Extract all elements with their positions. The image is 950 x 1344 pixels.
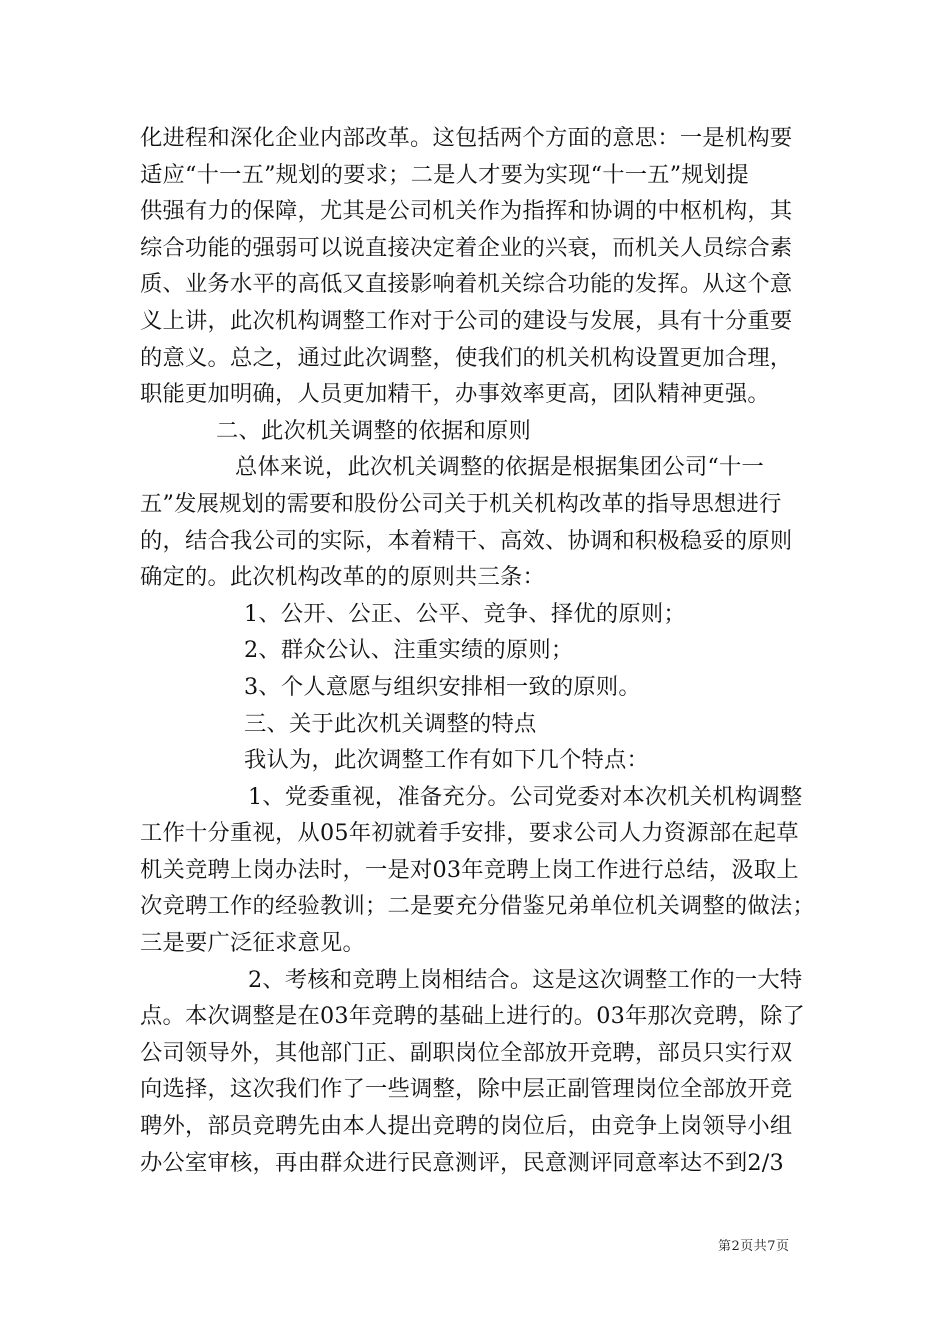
text-line: 向选择，这次我们作了一些调整，除中层正副管理岗位全部放开竞 — [140, 1076, 793, 1103]
text-line: 适应“十一五”规划的要求；二是人才要为实现“十一五”规划提 — [140, 161, 749, 188]
text-line: 公司领导外，其他部门正、副职岗位全部放开竞聘，部员只实行双 — [140, 1039, 793, 1066]
text-line: 次竞聘工作的经验教训；二是要充分借鉴兄弟单位机关调整的做法； — [140, 893, 815, 920]
list-item: 3、个人意愿与组织安排相一致的原则。 — [244, 673, 641, 700]
text-line: 总体来说，此次机关调整的依据是根据集团公司“十一 — [235, 454, 765, 481]
text-line: 三是要广泛征求意见。 — [140, 930, 365, 957]
text-line: 我认为，此次调整工作有如下几个特点： — [244, 747, 649, 774]
text-line: 五”发展规划的需要和股份公司关于机关机构改革的指导思想进行 — [140, 490, 782, 517]
section-heading: 三、关于此次机关调整的特点 — [244, 710, 537, 737]
page-number: 第2页共7页 — [718, 1239, 790, 1254]
text-line: 职能更加明确，人员更加精干，办事效率更高，团队精神更强。 — [140, 381, 770, 408]
text-line: 点。本次调整是在03年竞聘的基础上进行的。03年那次竞聘，除了 — [140, 1003, 805, 1030]
text-line: 的，结合我公司的实际，本着精干、高效、协调和积极稳妥的原则 — [140, 527, 793, 554]
document-body — [140, 120, 830, 1181]
text-line: 聘外，部员竞聘先由本人提出竞聘的岗位后，由竞争上岗领导小组 — [140, 1113, 793, 1140]
text-line: 确定的。此次机构改革的的原则共三条： — [140, 564, 545, 591]
text-line: 工作十分重视，从05年初就着手安排，要求公司人力资源部在起草 — [140, 820, 799, 847]
text-line: 2、考核和竞聘上岗相结合。这是这次调整工作的一大特 — [248, 966, 803, 993]
section-heading: 二、此次机关调整的依据和原则 — [216, 417, 531, 444]
text-line: 综合功能的强弱可以说直接决定着企业的兴衰，而机关人员综合素 — [140, 234, 793, 261]
text-line: 办公室审核，再由群众进行民意测评，民意测评同意率达不到2/3 — [140, 1149, 784, 1176]
text-line: 义上讲，此次机构调整工作对于公司的建设与发展，具有十分重要 — [140, 307, 793, 334]
text-line: 化进程和深化企业内部改革。这包括两个方面的意思：一是机构要 — [140, 125, 793, 151]
text-line: 机关竞聘上岗办法时，一是对03年竞聘上岗工作进行总结，汲取上 — [140, 856, 799, 883]
text-line: 供强有力的保障，尤其是公司机关作为指挥和协调的中枢机构，其 — [140, 198, 793, 225]
text-line: 质、业务水平的高低又直接影响着机关综合功能的发挥。从这个意 — [140, 271, 793, 298]
text-line: 1、党委重视，准备充分。公司党委对本次机关机构调整 — [248, 783, 803, 810]
text-line: 的意义。总之，通过此次调整，使我们的机关机构设置更加合理， — [140, 344, 793, 371]
list-item: 2、群众公认、注重实绩的原则； — [244, 637, 574, 664]
list-item: 1、公开、公正、公平、竞争、择优的原则； — [244, 600, 686, 627]
